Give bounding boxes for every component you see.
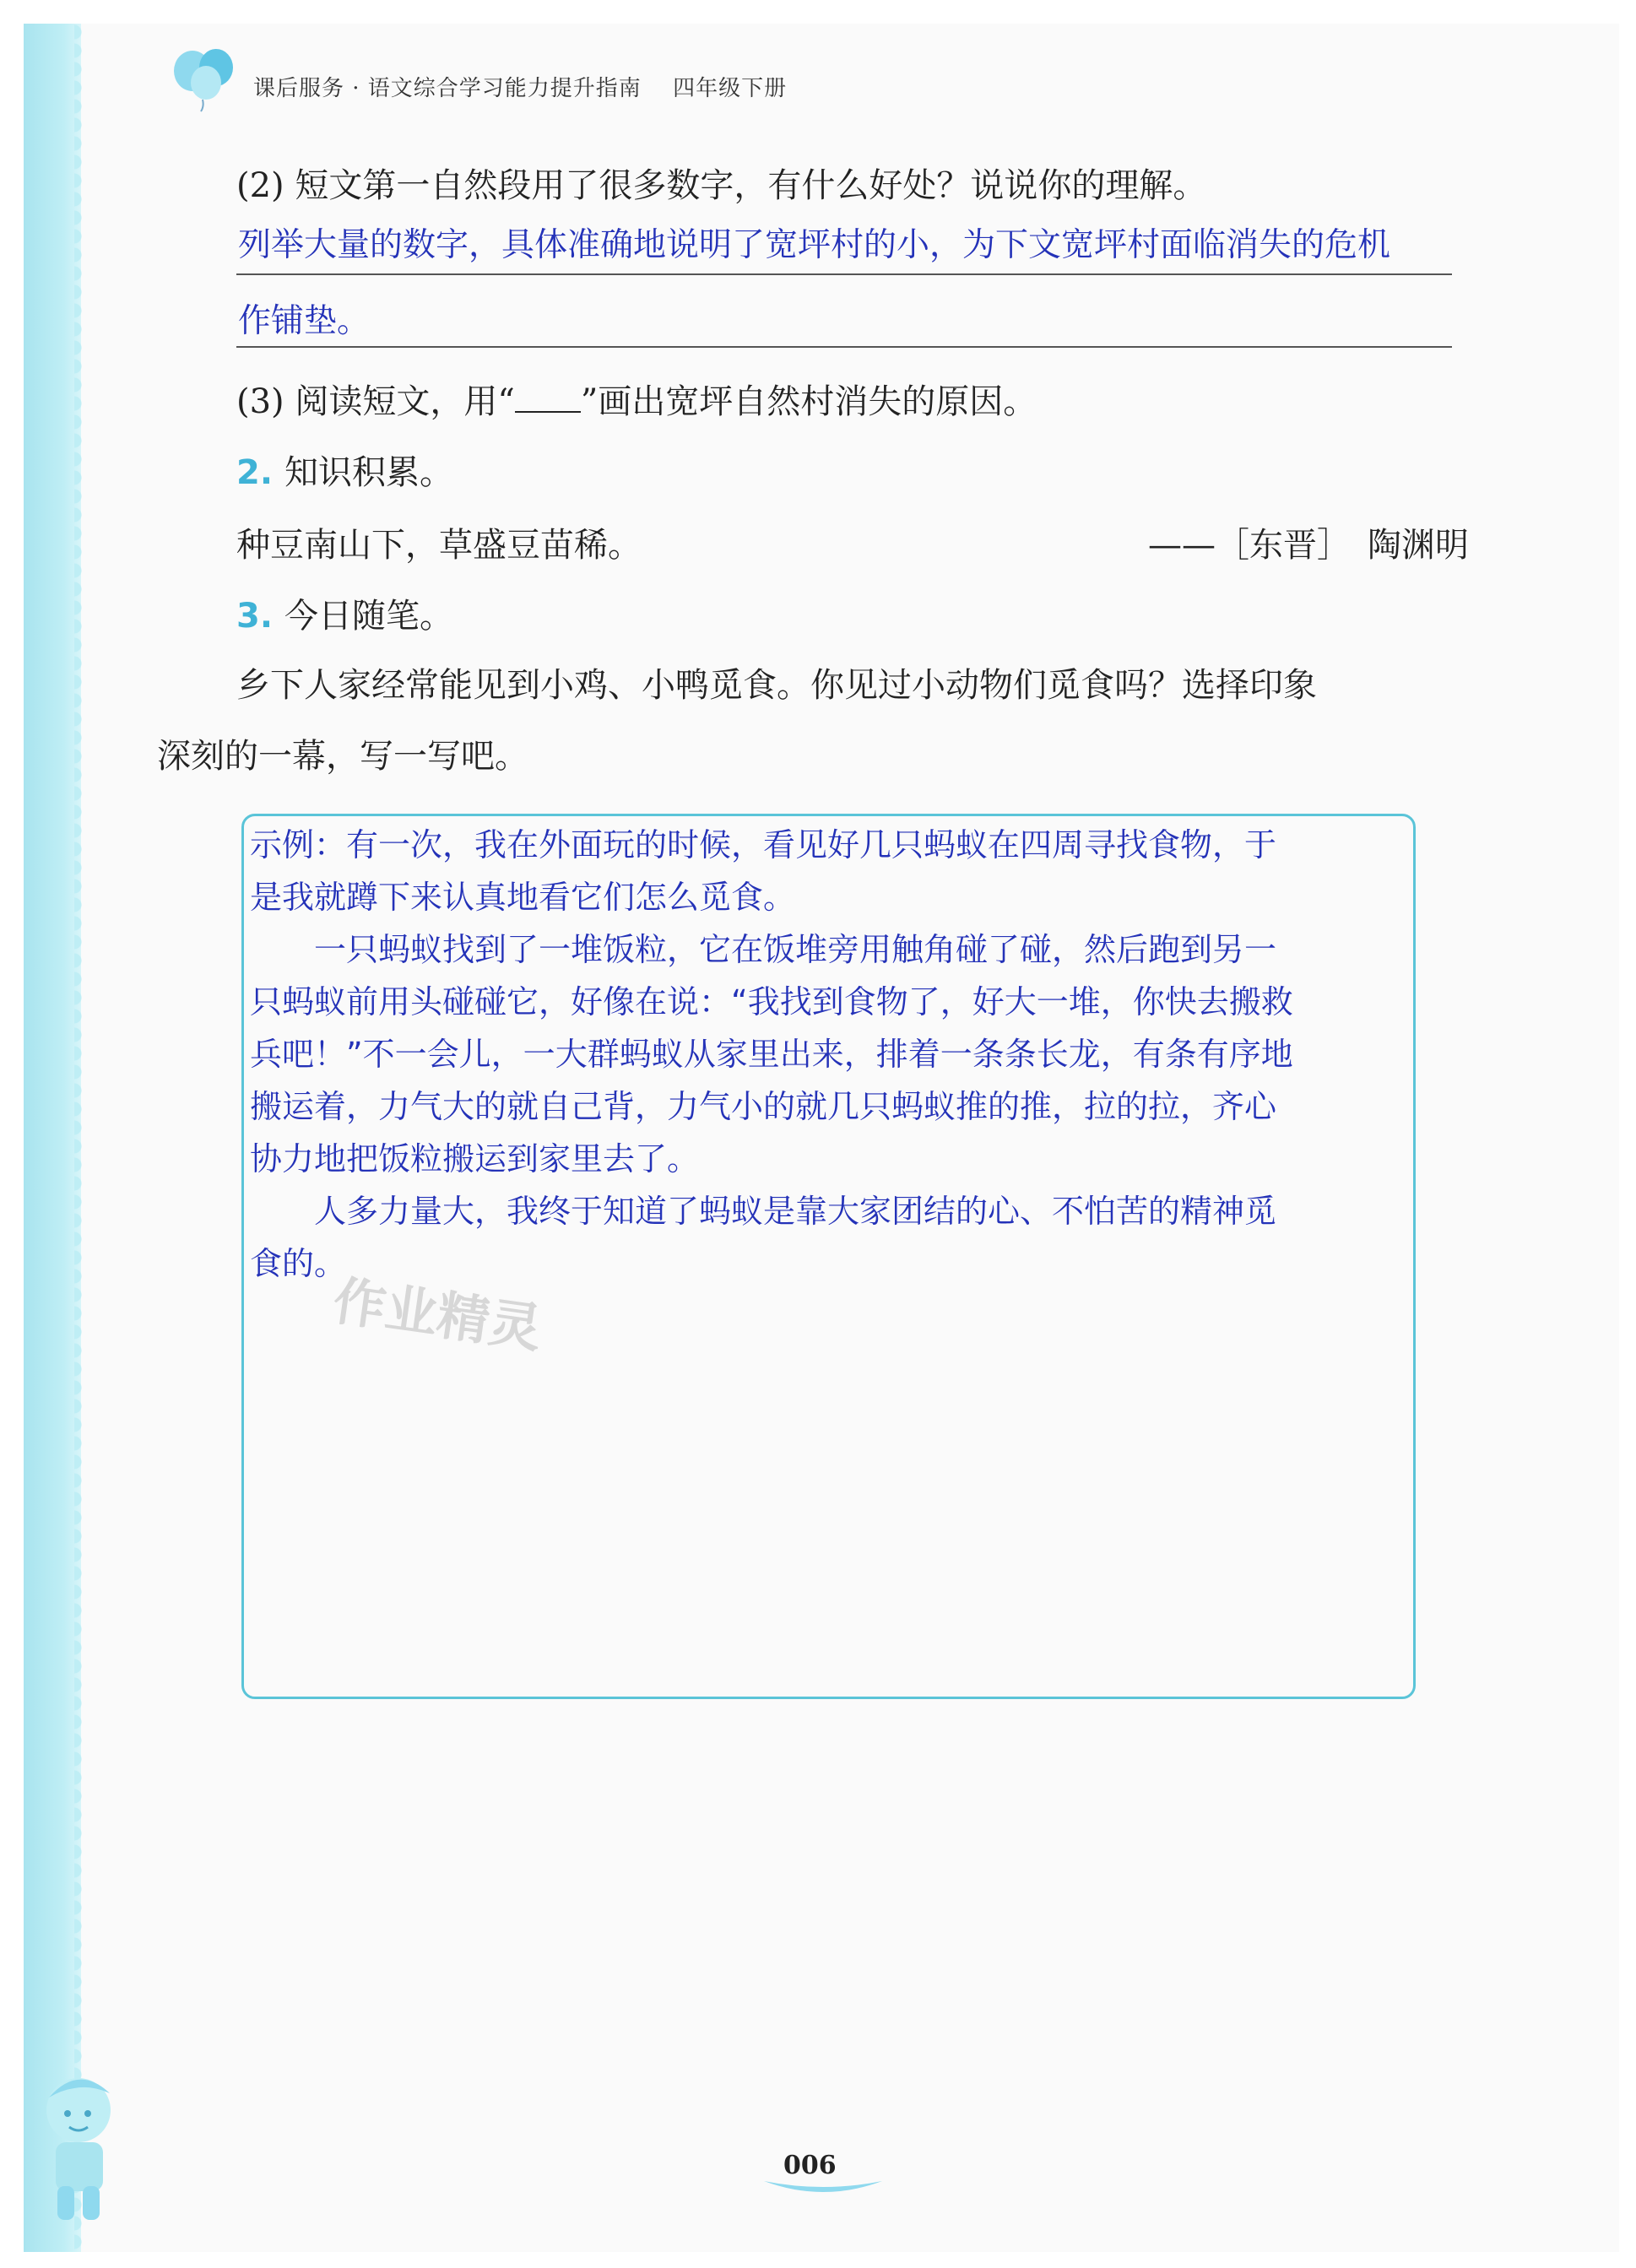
- section-2-heading: [236, 452, 453, 493]
- section-3-number: 3.: [236, 597, 274, 636]
- header-series-title: 课后服务 · 语文综合学习能力提升指南: [253, 76, 642, 101]
- cartoon-boy-icon: [32, 2060, 133, 2228]
- balloons-icon: [169, 46, 245, 113]
- poem-attribution: ——［东晋］ 陶渊明: [1148, 526, 1469, 565]
- page-number-swoosh: [760, 2174, 886, 2200]
- essay-line: 人多力量大，我终于知道了蚂蚁是靠大家团结的心、不怕苦的精神觅: [250, 1193, 1277, 1230]
- section-3-heading: [236, 596, 453, 636]
- answer-rule-1: [236, 273, 1452, 275]
- q2-prompt: (2) 短文第一自然段用了很多数字，有什么好处？说说你的理解。: [236, 166, 1207, 205]
- page-number: 006: [783, 2151, 837, 2180]
- watermark: 作业精灵: [329, 1269, 546, 1360]
- header-grade: 四年级下册: [673, 76, 788, 101]
- q3-prompt-before: (3) 阅读短文，用“: [236, 382, 515, 421]
- poem-line: 种豆南山下，草盛豆苗稀。: [236, 526, 642, 565]
- section-2-number: 2.: [236, 453, 274, 492]
- q2-answer-line-2: 作铺垫。: [238, 302, 371, 340]
- section-3-title: 今日随笔。: [284, 597, 454, 636]
- essay-line: 是我就蹲下来认真地看它们怎么觅食。: [250, 879, 796, 916]
- section-3-prompt-line-2: 深刻的一幕，写一写吧。: [157, 737, 528, 776]
- essay-line: 搬运着，力气大的就自己背，力气小的就几只蚂蚁推的推，拉的拉，齐心: [250, 1088, 1277, 1125]
- essay-line: 协力地把饭粒搬运到家里去了。: [250, 1140, 700, 1177]
- q3-prompt-after: ”画出宽坪自然村消失的原因。: [580, 382, 1037, 421]
- section-2-title: 知识积累。: [284, 453, 454, 492]
- q3-prompt: [236, 382, 1037, 422]
- section-3-prompt-line-1: 乡下人家经常能见到小鸡、小鸭觅食。你见过小动物们觅食吗？选择印象: [236, 666, 1317, 705]
- strip-scalloped-edge: [74, 24, 86, 2252]
- page-header: [253, 71, 787, 102]
- essay-line: 示例：有一次，我在外面玩的时候，看见好几只蚂蚁在四周寻找食物，于: [250, 826, 1277, 863]
- q2-answer-line-1: 列举大量的数字，具体准确地说明了宽坪村的小，为下文宽坪村面临消失的危机: [238, 226, 1391, 264]
- underline-mark: [515, 386, 581, 413]
- essay-line: 食的。: [250, 1245, 347, 1282]
- essay-line: 一只蚂蚁找到了一堆饭粒，它在饭堆旁用触角碰了碰，然后跑到另一: [250, 931, 1277, 968]
- essay-line: 兵吧！”不一会儿，一大群蚂蚁从家里出来，排着一条条长龙，有条有序地: [250, 1036, 1293, 1073]
- left-decorative-strip: [24, 24, 81, 2252]
- essay-line: 只蚂蚁前用头碰碰它，好像在说：“我找到食物了，好大一堆，你快去搬救: [250, 983, 1293, 1020]
- answer-rule-2: [236, 346, 1452, 348]
